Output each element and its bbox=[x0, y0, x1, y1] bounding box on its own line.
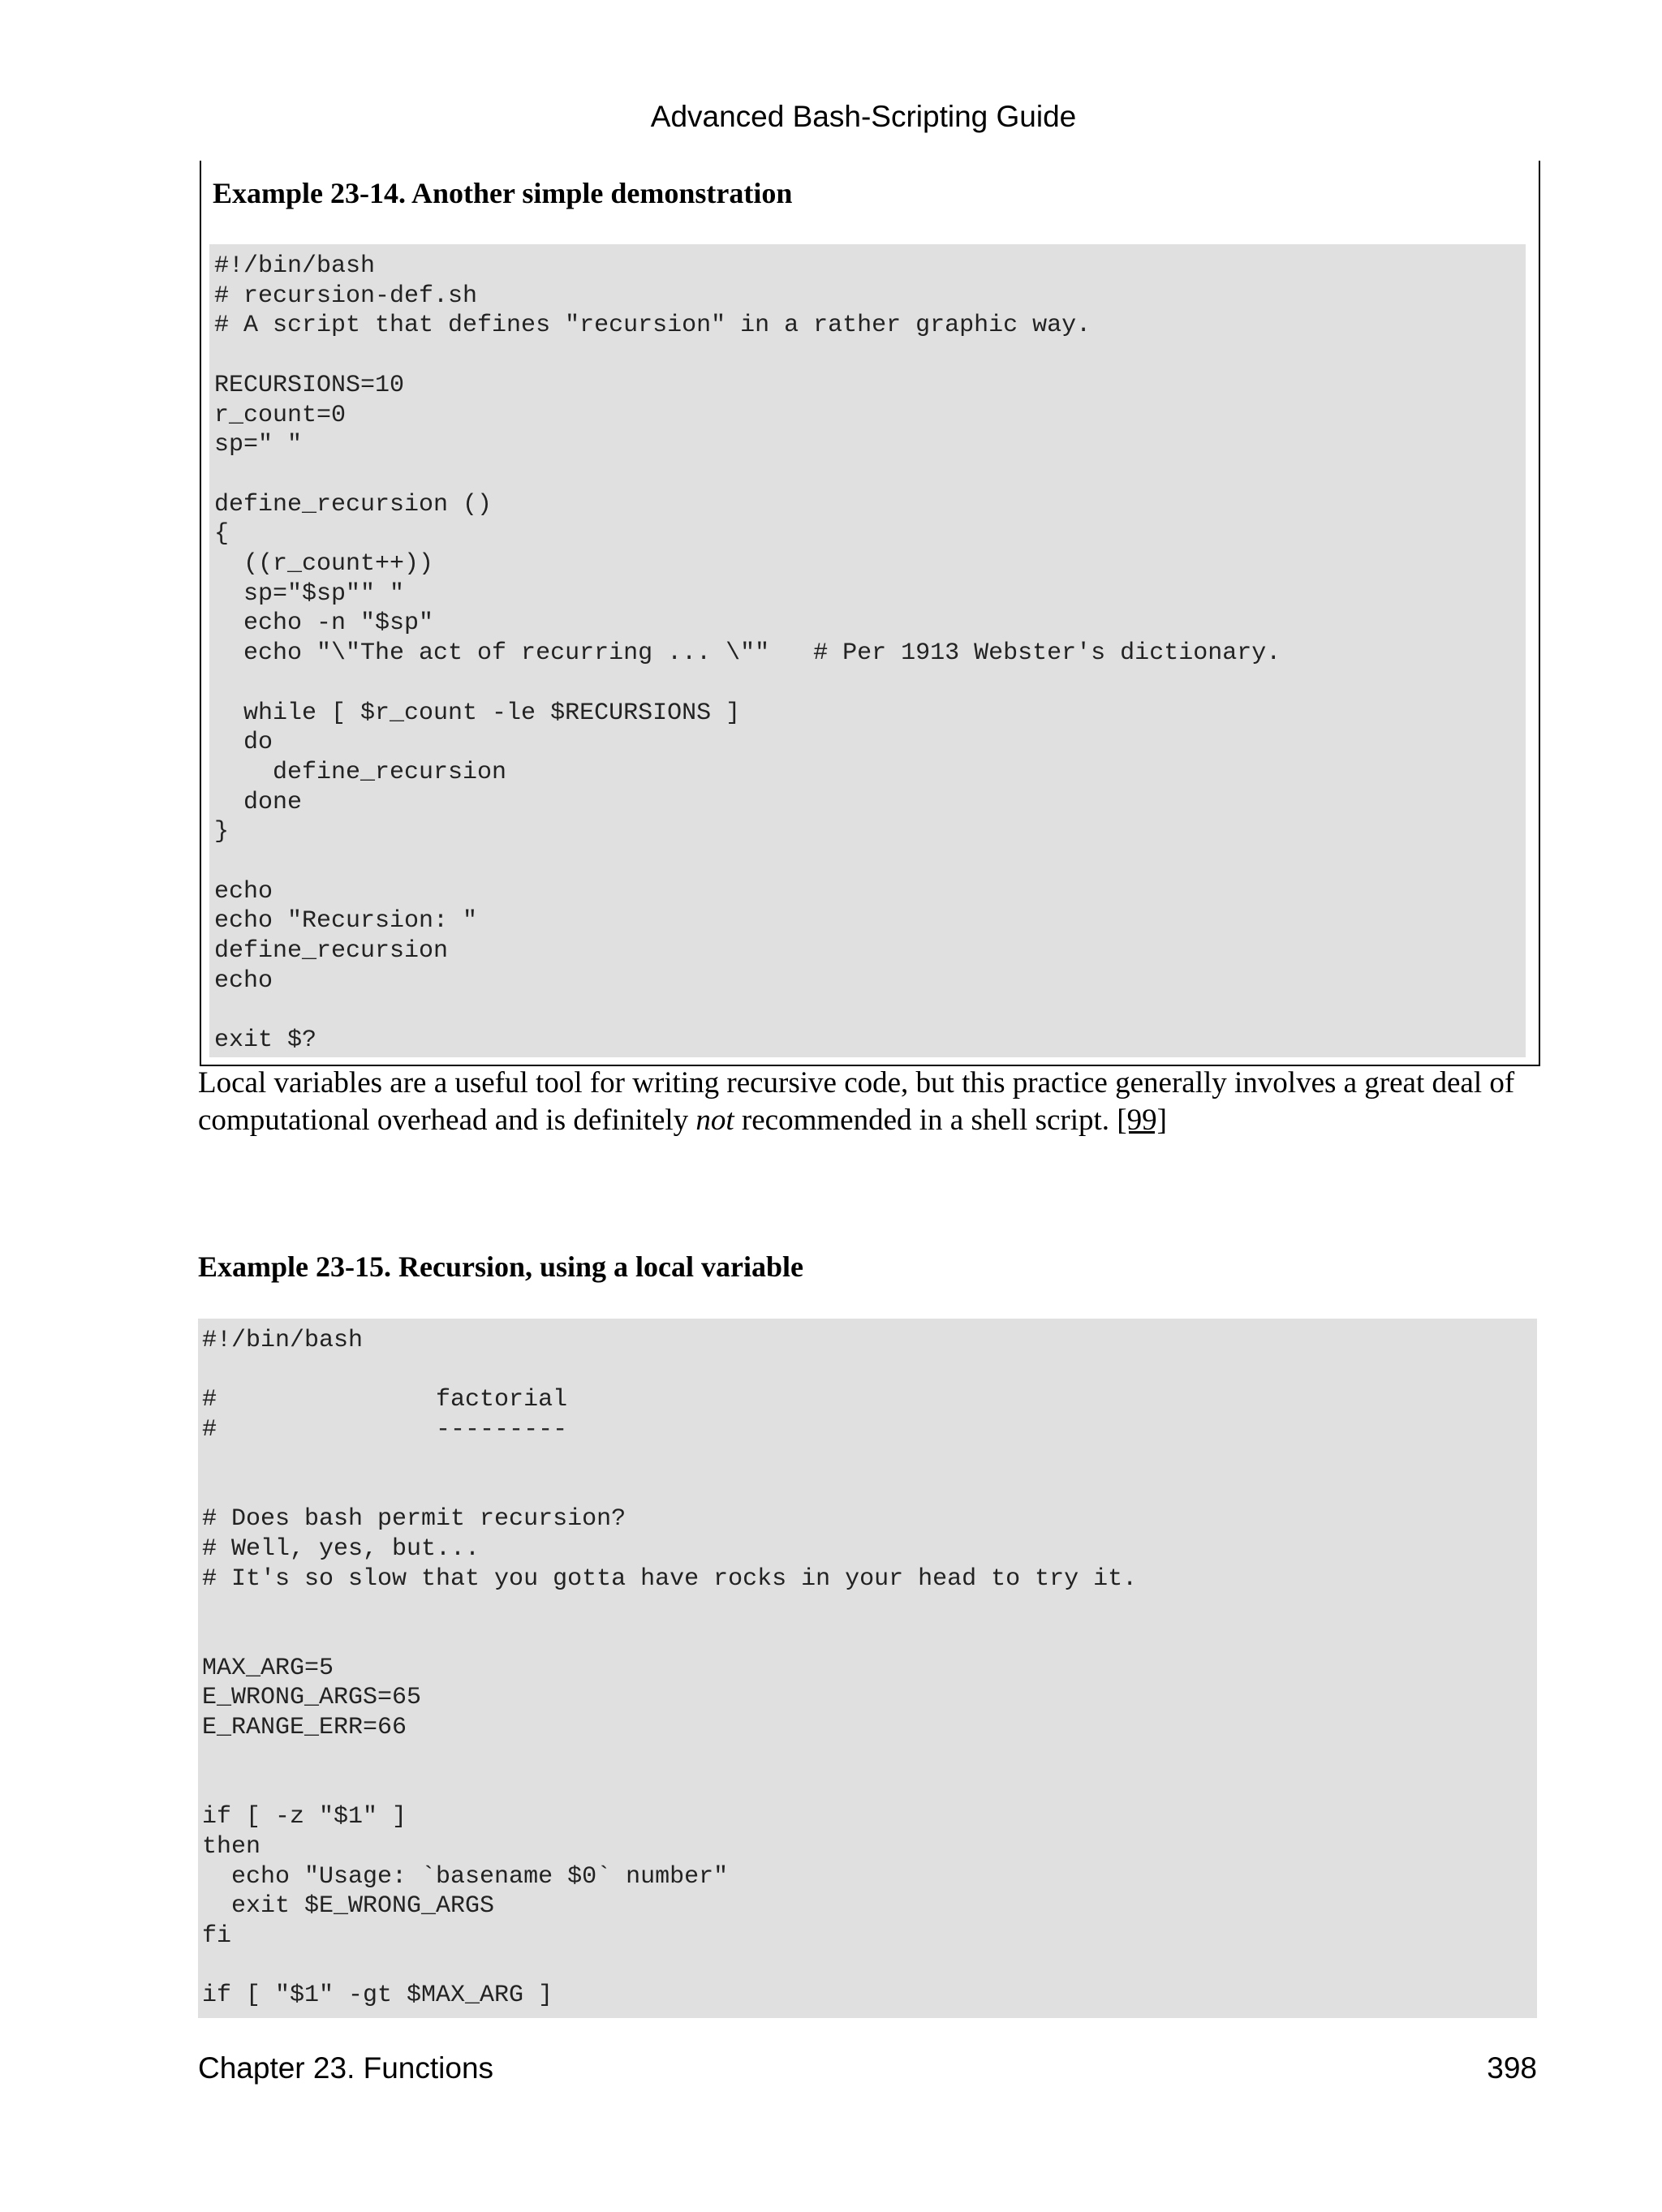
example-23-14-code: #!/bin/bash # recursion-def.sh # A script that defines "recursion" in a rather graphic way. RECURSIONS=10 r_count=0 sp=" " define_recursion () { ((r_count++)) sp="$sp"" " echo -n "$sp" echo "\"The act of recurring ... \"" # Per 1913 Webster's dictionary. while [ $r_count -le $RECURSIONS ] do define_recursion done } echo echo "Recursion: " define_recursion echo exit $? bbox=[209, 244, 1526, 1057]
footer-chapter: Chapter 23. Functions bbox=[198, 2051, 494, 2085]
paragraph-text-after: recommended in a shell script. bbox=[734, 1104, 1117, 1137]
example-23-15-title: Example 23-15. Recursion, using a local variable bbox=[198, 1250, 803, 1283]
example-23-14-title: Example 23-14. Another simple demonstration bbox=[213, 177, 793, 209]
example-23-14-box bbox=[200, 161, 1540, 1066]
paragraph-text-before: Local variables are a useful tool for writing recursive code, but this practice generally involves a great deal of computational overhead and is definitely bbox=[198, 1066, 1515, 1137]
example-23-15-code: #!/bin/bash # factorial # --------- # Does bash permit recursion? # Well, yes, but... # It's so slow that you gotta have rocks in your head to try it. MAX_ARG=5 E_WRONG_ARGS=65 E_RANGE_ERR=66 if [ -z "$1" ] then echo "Usage: `basename $0` number" exit $E_WRONG_ARGS fi if [ "$1" -gt $MAX_ARG ] bbox=[198, 1319, 1537, 2018]
running-header: Advanced Bash-Scripting Guide bbox=[650, 100, 1077, 133]
footnote-link[interactable]: [99] bbox=[1117, 1104, 1167, 1137]
paragraph-emphasis: not bbox=[695, 1104, 734, 1137]
footer-page-number: 398 bbox=[1487, 2051, 1537, 2085]
body-paragraph bbox=[198, 1065, 1545, 1139]
